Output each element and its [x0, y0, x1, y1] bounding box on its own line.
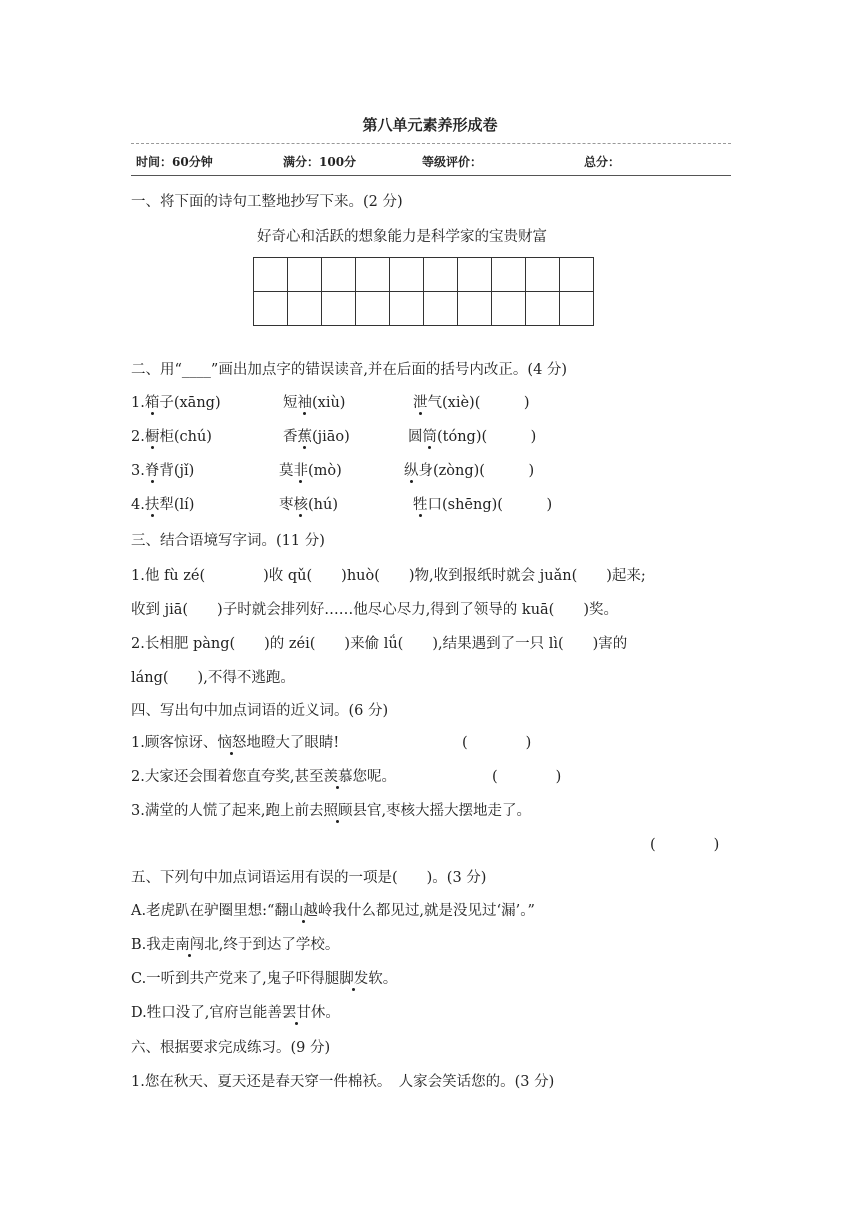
- q5-option-d: D.牲口没了,官府岂能善罢甘休。: [131, 1005, 340, 1021]
- time-label: 时间：60分钟: [136, 155, 213, 169]
- writing-grid[interactable]: [253, 257, 594, 326]
- q4-sentence-1: 1.顾客惊讶、恼怒地瞪大了眼睛!: [131, 735, 340, 751]
- q4-answer-3[interactable]: ( ): [650, 837, 720, 853]
- q3-line-3: 2.长相肥 pàng( )的 zéi( )来偷 lǘ( ),结果遇到了一只 lì( )害的: [131, 636, 628, 652]
- q4-answer-2[interactable]: ( ): [492, 769, 562, 785]
- q6-line-1: 1.您在秋天、夏天还是春天穿一件棉袄。 人家会笑话您的。(3 分): [131, 1074, 555, 1090]
- solid-divider: [131, 175, 731, 176]
- q6-heading: 六、根据要求完成练习。(9 分): [131, 1040, 331, 1056]
- q2-row-3: 3.脊背(jǐ) 莫非(mò) 纵身(zòng)( ): [131, 463, 535, 479]
- q3-line-1: 1.他 fù zé( )收 qǔ( )huò( )物,收到报纸时就会 juǎn( )起来;: [131, 568, 646, 584]
- q5-option-c: C.一听到共产党来了,鬼子吓得腿脚发软。: [131, 971, 398, 987]
- q1-poem: 好奇心和活跃的想象能力是科学家的宝贵财富: [257, 229, 547, 245]
- q3-line-4: láng( ),不得不逃跑。: [131, 670, 295, 686]
- q2-row-4: 4.扶犁(lí) 枣核(hú) 牲口(shēng)( ): [131, 497, 553, 513]
- q2-heading: 二、用“____”画出加点字的错误读音,并在后面的括号内改正。(4 分): [131, 362, 568, 378]
- q2-row-2: 2.橱柜(chú) 香蕉(jiāo) 圆筒(tóng)( ): [131, 429, 537, 445]
- q5-heading: 五、下列句中加点词语运用有误的一项是( )。(3 分): [131, 870, 487, 886]
- q5-option-b: B.我走南闯北,终于到达了学校。: [131, 937, 340, 953]
- q4-sentence-3: 3.满堂的人慌了起来,跑上前去照顾县官,枣核大摇大摆地走了。: [131, 803, 532, 819]
- q4-heading: 四、写出句中加点词语的近义词。(6 分): [131, 703, 389, 719]
- q1-heading: 一、将下面的诗句工整地抄写下来。(2 分): [131, 194, 403, 210]
- grade-label: 等级评价：: [422, 155, 483, 169]
- full-score-label: 满分：100分: [283, 155, 357, 169]
- q4-sentence-2: 2.大家还会围着您直夸奖,甚至羡慕您呢。: [131, 769, 396, 785]
- q5-option-a: A.老虎趴在驴圈里想:“翻山越岭我什么都见过,就是没见过‘漏’。”: [131, 903, 535, 919]
- q4-answer-1[interactable]: ( ): [462, 735, 532, 751]
- dotted-word: 恼怒: [217, 735, 247, 751]
- total-label: 总分：: [584, 155, 621, 169]
- q3-heading: 三、结合语境写字词。(11 分): [131, 533, 325, 549]
- page-title: 第八单元素养形成卷: [362, 116, 498, 134]
- dashed-divider: [131, 143, 731, 144]
- q3-line-2: 收到 jiā( )子时就会排列好……他尽心尽力,得到了领导的 kuā( )奖。: [131, 602, 619, 618]
- q2-row-1: 1.箱子(xāng) 短袖(xiù) 泄气(xiè)( ): [131, 395, 530, 411]
